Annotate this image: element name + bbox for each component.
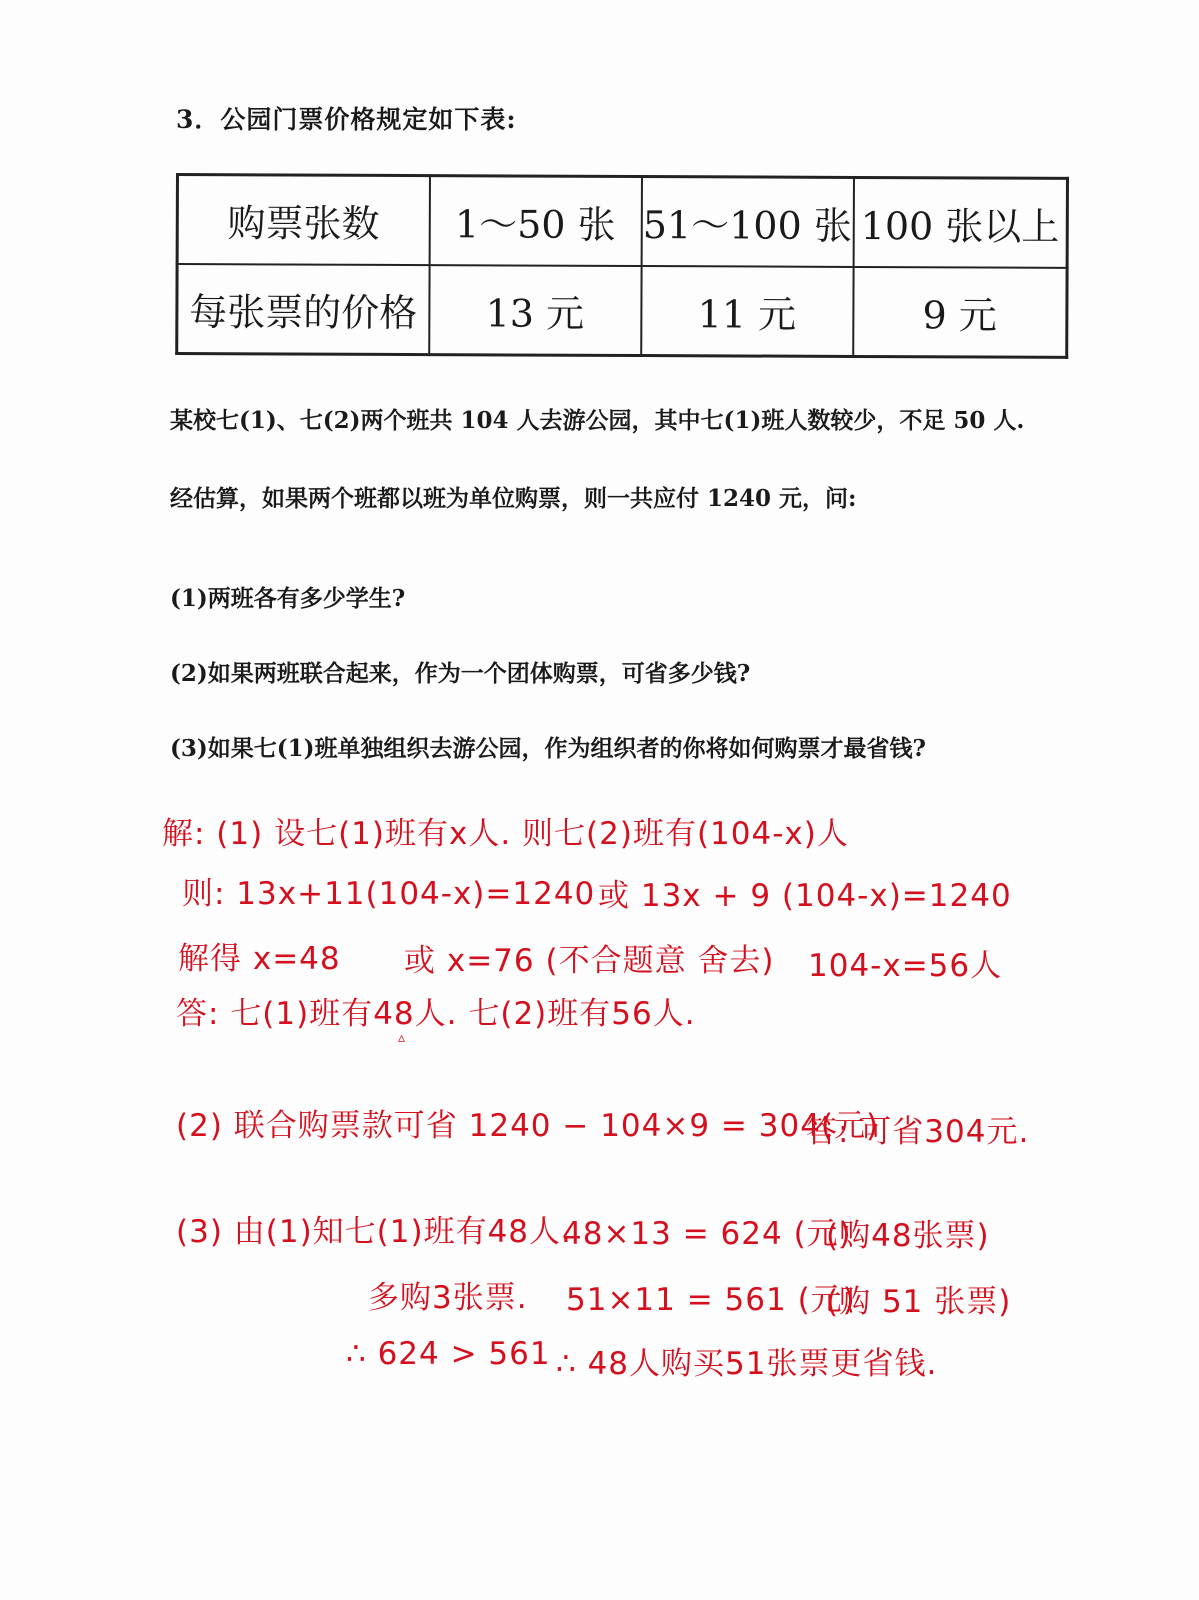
solution-line-setup: 解: (1) 设七(1)班有x人. 则七(2)班有(104-x)人	[162, 816, 849, 852]
table-cell-price-13: 13 元	[429, 265, 641, 355]
solution-note-51: (购 51 张票)	[826, 1284, 1012, 1320]
question-2: (2)如果两班联合起来，作为一个团体购票，可省多少钱?	[170, 660, 751, 687]
solution-result-2: 或 x=76 (不合题意 舍去)	[404, 943, 775, 979]
solution-equation-2: 或 13x + 9 (104-x)=1240	[598, 878, 1012, 914]
question-1: (1)两班各有多少学生?	[170, 585, 406, 612]
solution-result-3: 104-x=56人	[808, 948, 1003, 984]
table-cell-range-51-100: 51～100 张	[641, 177, 853, 267]
table-cell-price-11: 11 元	[641, 266, 853, 356]
solution-conclusion: ∴ 48人购买51张票更省钱.	[556, 1346, 938, 1382]
table-cell-price-label: 每张票的价格	[177, 264, 429, 355]
solution-comparison: ∴ 624 > 561	[346, 1336, 551, 1372]
solution-equation-1: 则: 13x+11(104-x)=1240	[182, 876, 596, 912]
solution-answer-2: 答: 可省304元.	[806, 1114, 1030, 1150]
solution-result-1: 解得 x=48	[178, 941, 341, 977]
table-cell-price-9: 9 元	[853, 267, 1067, 357]
solution-note-48: (购48张票)	[826, 1218, 990, 1254]
table-cell-range-1-50: 1～50 张	[429, 176, 641, 266]
problem-title: 3．公园门票价格规定如下表:	[176, 105, 517, 134]
question-3: (3)如果七(1)班单独组织去游公园，作为组织者的你将如何购票才最省钱?	[170, 735, 927, 762]
problem-statement-line-1: 某校七(1)、七(2)两个班共 104 人去游公园，其中七(1)班人数较少，不足 50 人.	[170, 407, 1025, 434]
solution-answer-1: 答: 七(1)班有48人. 七(2)班有56人.	[176, 996, 696, 1032]
ticket-price-table	[175, 173, 1069, 359]
solution-extra-tickets: 多购3张票.	[368, 1280, 528, 1316]
table-cell-header-label: 购票张数	[177, 175, 429, 266]
solution-cost-51: 51×11 = 561 (元)	[566, 1282, 856, 1318]
table-row-price	[177, 264, 1067, 357]
table-row-ticket-count	[177, 175, 1067, 268]
solution-part-2: (2) 联合购票款可省 1240 − 104×9 = 304(元)	[176, 1108, 880, 1144]
table-cell-range-over-100: 100 张以上	[853, 177, 1067, 267]
solution-cost-48: 48×13 = 624 (元)	[562, 1216, 852, 1252]
problem-statement-line-2: 经估算，如果两个班都以班为单位购票，则一共应付 1240 元，问:	[170, 485, 857, 512]
solution-part-3-intro: (3) 由(1)知七(1)班有48人.	[176, 1214, 572, 1250]
caret-mark: ▵	[398, 1030, 406, 1046]
